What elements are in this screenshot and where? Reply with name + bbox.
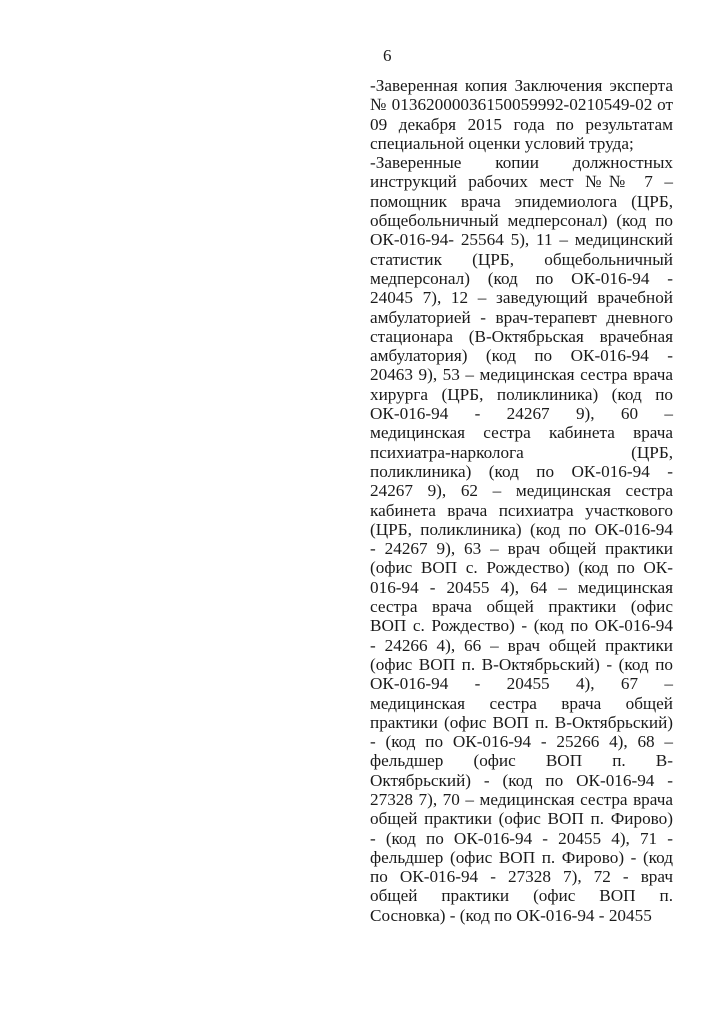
text-line: 09 декабря 2015 года по результатам [370, 114, 673, 134]
text-line: амбулатория) (код по ОК-016-94 - [370, 346, 673, 366]
text-line: (офис ВОП п. В-Октябрьский) - (код по [370, 654, 673, 674]
text-line: ВОП с. Рождество) - (код по ОК-016-94 [370, 616, 673, 636]
text-line: по ОК-016-94 - 27328 7), 72 - врач [370, 867, 673, 887]
text-line: ОК-016-94 - 20455 4), 67 – [370, 674, 673, 694]
text-line: поликлиника) (код по ОК-016-94 - [370, 461, 673, 481]
page-number: 6 [383, 46, 392, 65]
text-line: кабинета врача психиатра участкового [370, 500, 673, 520]
text-line: амбулаторией - врач-терапевт дневного [370, 307, 673, 327]
text-line: - 24267 9), 63 – врач общей практики [370, 539, 673, 559]
text-line: общебольничный медперсонал) (код по [370, 211, 673, 231]
text-line: хирурга (ЦРБ, поликлиника) (код по [370, 384, 673, 404]
text-line: 016-94 - 20455 4), 64 – медицинская [370, 577, 673, 597]
text-line: -Заверенная копия Заключения эксперта [370, 76, 673, 95]
text-line: общей практики (офис ВОП п. Фирово) [370, 809, 673, 829]
body-text [370, 76, 673, 925]
text-line: -Заверенные копии должностных [370, 153, 673, 173]
text-line: стационара (В-Октябрьская врачебная [370, 326, 673, 346]
text-line: статистик (ЦРБ, общебольничный [370, 249, 673, 269]
text-line: - (код по ОК-016-94 - 20455 4), 71 - [370, 828, 673, 848]
text-line: 27328 7), 70 – медицинская сестра врача [370, 789, 673, 809]
text-line: медперсонал) (код по ОК-016-94 - [370, 268, 673, 288]
text-line: 24267 9), 62 – медицинская сестра [370, 481, 673, 501]
text-line: (ЦРБ, поликлиника) (код по ОК-016-94 [370, 519, 673, 539]
text-line: ОК-016-94- 25564 5), 11 – медицинский [370, 230, 673, 250]
text-line: фельдшер (офис ВОП п. В- [370, 751, 673, 771]
text-line: психиатра-нарколога (ЦРБ, [370, 442, 673, 462]
text-line: общей практики (офис ВОП п. [370, 886, 673, 906]
text-line: № 01362000036150059992-0210549-02 от [370, 95, 673, 115]
paragraph [370, 153, 673, 925]
text-line: Октябрьский) - (код по ОК-016-94 - [370, 770, 673, 790]
text-line: ОК-016-94 - 24267 9), 60 – [370, 404, 673, 424]
text-line: специальной оценки условий труда; [370, 133, 634, 153]
text-line: 20463 9), 53 – медицинская сестра врача [370, 365, 673, 385]
text-line: инструкций рабочих мест №№ 7 – [370, 172, 673, 192]
text-line: Сосновка) - (код по ОК-016-94 - 20455 [370, 905, 652, 925]
text-line: медицинская сестра врача общей [370, 693, 673, 713]
text-line: (офис ВОП с. Рождество) (код по ОК- [370, 558, 673, 578]
text-line: - 24266 4), 66 – врач общей практики [370, 635, 673, 655]
paragraph [370, 76, 673, 153]
text-line: 24045 7), 12 – заведующий врачебной [370, 288, 673, 308]
text-line: медицинская сестра кабинета врача [370, 423, 673, 443]
text-line: фельдшер (офис ВОП п. Фирово) - (код [370, 847, 673, 867]
text-line: сестра врача общей практики (офис [370, 597, 673, 617]
text-line: практики (офис ВОП п. В-Октябрьский) [370, 712, 673, 732]
text-line: - (код по ОК-016-94 - 25266 4), 68 – [370, 732, 673, 752]
text-line: помощник врача эпидемиолога (ЦРБ, [370, 191, 673, 211]
